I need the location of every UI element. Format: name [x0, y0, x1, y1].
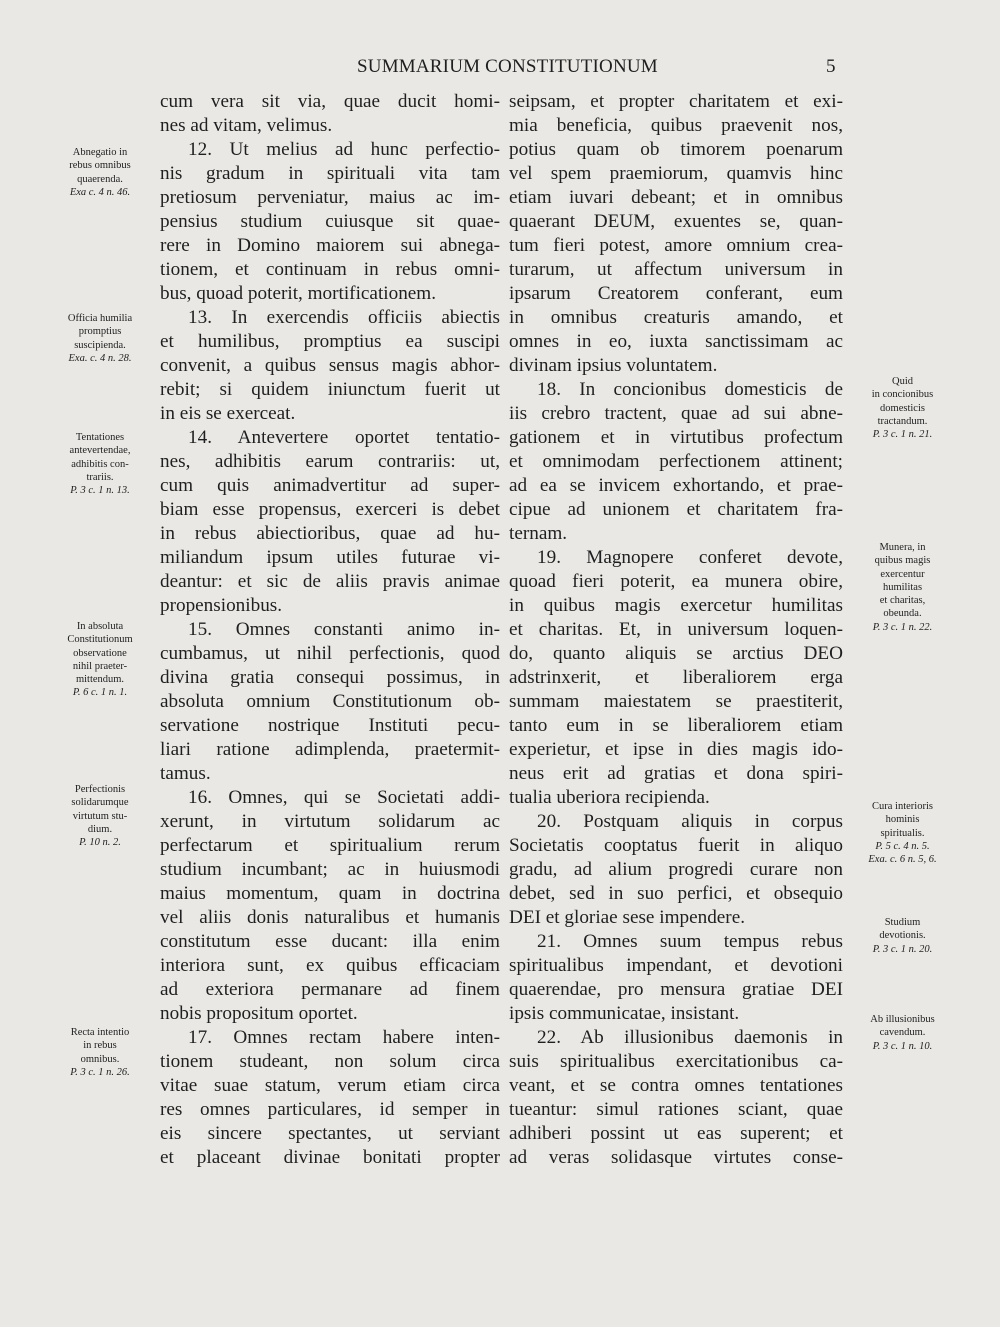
text-line: 14. Antevertere oportet tentatio-: [188, 427, 500, 448]
text-line: iis crebro tractent, quae ad sui abne-: [509, 403, 843, 424]
margin-note: [845, 375, 960, 441]
margin-note: [845, 541, 960, 634]
text-line: DEI et gloriae sese impendere.: [509, 907, 746, 928]
text-line: studium incumbant; ac in huiusmodi: [160, 859, 500, 880]
margin-note: [845, 800, 960, 866]
text-line: turarum, ut affectum universum in: [509, 259, 843, 280]
margin-note-line: dium.: [87, 823, 113, 835]
text-line: tum fieri potest, amore omnium crea-: [509, 235, 843, 256]
margin-note-reference: Exa. c. 4 n. 28.: [68, 352, 132, 364]
text-line: vitae suae statum, verum etiam circa: [160, 1075, 500, 1096]
text-line: res omnes particulares, id semper in: [160, 1099, 500, 1120]
margin-note-line: trariis.: [86, 471, 114, 483]
margin-note-reference: P. 3 c. 1 n. 20.: [872, 943, 933, 955]
text-line: neus erit ad gratias et dona spiri-: [509, 763, 843, 784]
text-line: vel spem praemiorum, quamvis hinc: [509, 163, 843, 184]
text-line: quaerant DEUM, exuentes se, quan-: [509, 211, 843, 232]
text-line: nis gradum in spirituali vita tam: [160, 163, 500, 184]
margin-note-reference: Exa. c. 6 n. 5, 6.: [868, 854, 937, 866]
margin-note: [40, 620, 160, 700]
text-line: propensionibus.: [160, 595, 283, 616]
text-line: summam maiestatem se praestiterit,: [509, 691, 843, 712]
margin-note-line: exercentur: [880, 568, 925, 580]
margin-note-line: Quid: [892, 376, 913, 387]
text-line: absoluta omnium Constitutionum ob-: [160, 691, 500, 712]
text-line: nes ad vitam, velimus.: [160, 115, 333, 136]
margin-note-line: quaerenda.: [77, 173, 123, 185]
margin-note-line: spiritualis.: [880, 827, 925, 839]
text-line: 17. Omnes rectam habere inten-: [188, 1027, 500, 1048]
margin-note-line: devotionis.: [879, 930, 926, 942]
margin-note: [40, 431, 160, 497]
margin-note-line: omnibus.: [80, 1053, 120, 1065]
text-line: tamus.: [160, 763, 211, 784]
text-line: eis sincere spectantes, ut serviant: [160, 1123, 500, 1144]
text-line: nobis propositum oportet.: [160, 1003, 358, 1024]
text-line: bus, quoad poterit, mortificationem.: [160, 283, 437, 304]
text-line: potius quam ob timorem poenarum: [509, 139, 843, 160]
margin-note-reference: P. 6 c. 1 n. 1.: [72, 687, 128, 699]
margin-note-line: in concionibus: [871, 389, 934, 401]
text-line: pensius studium cuiusque sit quae-: [160, 211, 500, 232]
text-line: ad ea se invicem exhortando, et prae-: [509, 475, 843, 496]
text-line: 12. Ut melius ad hunc perfectio-: [188, 139, 500, 160]
text-line: cipue ad unionem et charitatem fra-: [509, 499, 843, 520]
text-line: constitutum esse ducant: illa enim: [160, 931, 500, 952]
text-line: cum quis animadvertitur ad super-: [160, 475, 500, 496]
text-line: quaerendae, pro mensura gratiae DEI: [509, 979, 843, 1000]
text-line: 21. Omnes suum tempus rebus: [537, 931, 843, 952]
text-line: cumbamus, ut nihil perfectionis, quod: [160, 643, 500, 664]
margin-note-line: solidarumque: [71, 797, 129, 809]
margin-note-reference: P. 3 c. 1 n. 21.: [872, 429, 933, 441]
margin-note-line: mittendum.: [75, 674, 125, 686]
text-line: deantur: et sic de aliis pravis animae: [160, 571, 500, 592]
margin-note-line: in rebus: [83, 1040, 117, 1052]
text-line: Societatis cooptatus fuerit in aliquo: [509, 835, 843, 856]
margin-note-line: rebus omnibus: [69, 160, 131, 172]
text-line: do, quanto aliquis se arctius DEO: [509, 643, 843, 664]
margin-note-line: Officia humilia: [67, 313, 133, 324]
text-line: adstrinxerit, et liberaliorem erga: [509, 667, 843, 688]
margin-note-line: humilitas: [882, 581, 923, 593]
margin-note-line: Recta intentio: [70, 1027, 130, 1038]
text-line: gradu, ad alium progredi curare non: [509, 859, 843, 880]
margin-note-reference: P. 3 c. 1 n. 22.: [872, 621, 933, 633]
text-line: 16. Omnes, qui se Societati addi-: [188, 787, 500, 808]
text-line: nes, adhibitis earum contrariis: ut,: [160, 451, 500, 472]
right-text-column: [509, 90, 843, 1170]
text-line: et placeant divinae bonitati propter: [160, 1147, 500, 1168]
text-line: 13. In exercendis officiis abiectis: [188, 307, 500, 328]
margin-note: [40, 312, 160, 365]
margin-note: [845, 1013, 960, 1053]
text-line: cum vera sit via, quae ducit homi-: [160, 91, 500, 112]
page-header: [0, 56, 1000, 80]
text-line: interiora sunt, ex quibus efficaciam: [160, 955, 500, 976]
text-line: maius momentum, quam in doctrina: [160, 883, 500, 904]
text-line: servatione nostrique Instituti pecu-: [160, 715, 500, 736]
text-line: convenit, a quibus sensus magis abhor-: [160, 355, 500, 376]
text-line: 19. Magnopere conferet devote,: [537, 547, 843, 568]
text-line: mia beneficia, quibus praevenit nos,: [509, 115, 843, 136]
text-line: in eis se exerceat.: [160, 403, 296, 424]
margin-note-line: Munera, in: [879, 542, 926, 553]
text-line: 18. In concionibus domesticis de: [537, 379, 843, 400]
margin-note-line: Ab illusionibus: [870, 1014, 935, 1025]
margin-note-line: quibus magis: [874, 555, 931, 567]
text-line: tueantur: simul rationes sciant, quae: [509, 1099, 843, 1120]
text-line: 22. Ab illusionibus daemonis in: [537, 1027, 843, 1048]
text-line: vel aliis donis naturalibus et humanis: [160, 907, 500, 928]
margin-note-line: antevertendae,: [69, 445, 131, 457]
margin-note: [845, 916, 960, 956]
margin-note-line: virtutum stu-: [72, 810, 128, 822]
text-line: et charitas. Et, in universum loquen-: [509, 619, 843, 640]
text-line: ad veras solidasque virtutes conse-: [509, 1147, 843, 1168]
margin-note-line: domesticis: [880, 402, 925, 414]
margin-note-line: Abnegatio in: [72, 147, 128, 158]
text-line: ternam.: [509, 523, 568, 544]
margin-note-line: promptius: [78, 326, 122, 338]
text-line: biam esse propensus, exerceri is debet: [160, 499, 500, 520]
margin-note-reference: P. 5 c. 4 n. 5.: [875, 840, 930, 852]
text-line: et omnimodam perfectionem attinent;: [509, 451, 843, 472]
text-line: spiritualibus impendant, et devotioni: [509, 955, 843, 976]
text-line: in quibus magis exercetur humilitas: [509, 595, 843, 616]
text-line: in rebus abiectioribus, quae ad hu-: [160, 523, 500, 544]
margin-note-reference: Exa c. 4 n. 46.: [69, 186, 131, 198]
text-line: divina gratia consequi possimus, in: [160, 667, 500, 688]
text-line: omnes in eo, iuxta sanctissimam ac: [509, 331, 843, 352]
text-line: rere in Domino maiorem sui abnega-: [160, 235, 500, 256]
margin-note: [40, 783, 160, 849]
margin-note-line: nihil praeter-: [72, 660, 128, 672]
left-text-column: [160, 90, 500, 1170]
margin-note-reference: P. 10 n. 2.: [79, 837, 121, 849]
text-line: xerunt, in virtutum solidarum ac: [160, 811, 500, 832]
margin-note-line: In absoluta: [76, 621, 124, 632]
text-line: adhiberi possint ut eas superent; et: [509, 1123, 843, 1144]
text-line: tanto eum in se liberaliorem etiam: [509, 715, 843, 736]
margin-note-line: tractandum.: [877, 415, 928, 427]
margin-note-line: et charitas,: [879, 595, 926, 607]
margin-note: [40, 146, 160, 199]
margin-note-line: Cura interioris: [872, 801, 933, 812]
margin-note-line: Tentationes: [75, 432, 125, 443]
page-number: 5: [826, 56, 836, 77]
margin-note-line: cavendum.: [879, 1027, 926, 1039]
margin-note-line: observatione: [73, 647, 127, 659]
text-line: seipsam, et propter charitatem et exi-: [509, 91, 843, 112]
margin-note-reference: P. 3 c. 1 n. 13.: [70, 485, 130, 497]
text-line: 20. Postquam aliquis in corpus: [537, 811, 843, 832]
text-line: quoad fieri poterit, ea munera obire,: [509, 571, 843, 592]
text-line: etiam iuvari debeant; et in omnibus: [509, 187, 843, 208]
text-line: miliandum ipsum utiles futurae vi-: [160, 547, 500, 568]
margin-note-line: suscipienda.: [74, 339, 126, 351]
text-line: suis spiritualibus exercitationibus ca-: [509, 1051, 843, 1072]
text-line: in omnibus creaturis amando, et: [509, 307, 843, 328]
text-line: et humilibus, promptius ea suscipi: [160, 331, 500, 352]
text-line: pretiosum perveniatur, maius ac im-: [160, 187, 500, 208]
text-line: divinam ipsius voluntatem.: [509, 355, 718, 376]
text-line: veant, et se contra omnes tentationes: [509, 1075, 843, 1096]
text-line: perfectarum et spiritualium rerum: [160, 835, 500, 856]
text-line: ipsis communicatae, insistant.: [509, 1003, 740, 1024]
text-line: debet, sed in suo perfici, et obsequio: [509, 883, 843, 904]
margin-note-reference: P. 3 c. 1 n. 26.: [70, 1066, 130, 1078]
text-line: 15. Omnes constanti animo in-: [188, 619, 500, 640]
text-line: tionem, et continuam in rebus omni-: [160, 259, 500, 280]
margin-note-line: Perfectionis: [74, 784, 126, 795]
text-line: tionem studeant, non solum circa: [160, 1051, 500, 1072]
text-line: ipsarum Creatorem conferant, eum: [509, 283, 843, 304]
text-line: ad exteriora permanare ad finem: [160, 979, 500, 1000]
text-line: liari ratione adimplenda, praetermit-: [160, 739, 500, 760]
text-line: gationem et in virtutibus profectum: [509, 427, 843, 448]
running-title: SUMMARIUM CONSTITUTIONUM: [357, 56, 658, 77]
margin-note-line: Constitutionum: [67, 634, 133, 646]
text-line: rebit; si quidem iniunctum fuerit ut: [160, 379, 500, 400]
margin-note-line: obeunda.: [883, 608, 922, 620]
margin-note-line: adhibitis con-: [71, 458, 129, 470]
text-line: experietur, et ipse in dies magis ido-: [509, 739, 843, 760]
text-line: tualia uberiora recipienda.: [509, 787, 710, 808]
margin-note-line: Studium: [884, 917, 921, 928]
margin-note: [40, 1026, 160, 1079]
margin-note-line: hominis: [885, 814, 920, 826]
margin-note-reference: P. 3 c. 1 n. 10.: [872, 1040, 933, 1052]
